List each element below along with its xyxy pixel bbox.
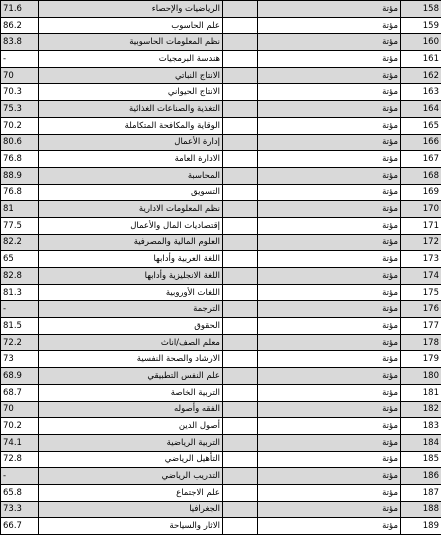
major-cell: نظم المعلومات الحاسوبية [39, 34, 223, 51]
score-cell: 82.8 [1, 268, 39, 285]
blank-cell [223, 1, 258, 18]
score-cell: 77.5 [1, 217, 39, 234]
table-row [1, 318, 441, 335]
major-cell: التربية الرياضية [39, 434, 223, 451]
major-cell: التغذية والصناعات الغذائية [39, 101, 223, 118]
row-number-cell: 160 [401, 34, 441, 51]
row-number-cell: 185 [401, 451, 441, 468]
blank-cell [223, 84, 258, 101]
major-cell: إقتصاديات المال والأعمال [39, 217, 223, 234]
table-row [1, 251, 441, 268]
row-number-cell: 189 [401, 518, 441, 535]
major-cell: علم النفس التطبيقي [39, 368, 223, 385]
university-cell: مؤتة [258, 268, 401, 285]
admissions-table-body [1, 1, 441, 535]
row-number-cell: 167 [401, 151, 441, 168]
university-cell: مؤتة [258, 351, 401, 368]
score-cell: 73.3 [1, 501, 39, 518]
row-number-cell: 173 [401, 251, 441, 268]
row-number-cell: 171 [401, 217, 441, 234]
major-cell: الادارة العامة [39, 151, 223, 168]
row-number-cell: 166 [401, 134, 441, 151]
table-row [1, 67, 441, 84]
table-row [1, 284, 441, 301]
table-row [1, 51, 441, 68]
blank-cell [223, 451, 258, 468]
score-cell: 65 [1, 251, 39, 268]
row-number-cell: 174 [401, 268, 441, 285]
major-cell: الرياضيات والإحصاء [39, 1, 223, 18]
score-cell: 88.9 [1, 167, 39, 184]
university-cell: مؤتة [258, 451, 401, 468]
table-row [1, 101, 441, 118]
university-cell: مؤتة [258, 384, 401, 401]
score-cell: 75.3 [1, 101, 39, 118]
blank-cell [223, 301, 258, 318]
row-number-cell: 172 [401, 234, 441, 251]
blank-cell [223, 351, 258, 368]
score-cell: 83.8 [1, 34, 39, 51]
major-cell: المحاسبة [39, 167, 223, 184]
score-cell: 73 [1, 351, 39, 368]
table-row [1, 384, 441, 401]
row-number-cell: 182 [401, 401, 441, 418]
row-number-cell: 188 [401, 501, 441, 518]
table-row [1, 301, 441, 318]
row-number-cell: 161 [401, 51, 441, 68]
university-cell: مؤتة [258, 251, 401, 268]
blank-cell [223, 151, 258, 168]
score-cell: 72.2 [1, 334, 39, 351]
table-row [1, 234, 441, 251]
blank-cell [223, 234, 258, 251]
score-cell: 76.8 [1, 151, 39, 168]
major-cell: الحقوق [39, 318, 223, 335]
university-cell: مؤتة [258, 334, 401, 351]
major-cell: الانتاج الحيواني [39, 84, 223, 101]
table-row [1, 201, 441, 218]
row-number-cell: 164 [401, 101, 441, 118]
score-cell: - [1, 51, 39, 68]
university-cell: مؤتة [258, 301, 401, 318]
table-row [1, 84, 441, 101]
university-cell: مؤتة [258, 117, 401, 134]
major-cell: إدارة الأعمال [39, 134, 223, 151]
major-cell: التسويق [39, 184, 223, 201]
university-cell: مؤتة [258, 51, 401, 68]
university-cell: مؤتة [258, 234, 401, 251]
table-row [1, 117, 441, 134]
major-cell: علم الحاسوب [39, 17, 223, 34]
university-cell: مؤتة [258, 17, 401, 34]
row-number-cell: 181 [401, 384, 441, 401]
major-cell: اللغة الانجليزية وأدابها [39, 268, 223, 285]
university-cell: مؤتة [258, 418, 401, 435]
row-number-cell: 158 [401, 1, 441, 18]
university-cell: مؤتة [258, 167, 401, 184]
university-cell: مؤتة [258, 151, 401, 168]
table-row [1, 451, 441, 468]
university-cell: مؤتة [258, 217, 401, 234]
blank-cell [223, 17, 258, 34]
university-cell: مؤتة [258, 1, 401, 18]
major-cell: الفقه وأصوله [39, 401, 223, 418]
row-number-cell: 184 [401, 434, 441, 451]
table-row [1, 351, 441, 368]
table-row [1, 217, 441, 234]
major-cell: الجغرافيا [39, 501, 223, 518]
blank-cell [223, 134, 258, 151]
row-number-cell: 180 [401, 368, 441, 385]
table-row [1, 34, 441, 51]
university-cell: مؤتة [258, 34, 401, 51]
blank-cell [223, 368, 258, 385]
score-cell: 66.7 [1, 518, 39, 535]
major-cell: التدريب الرياضي [39, 468, 223, 485]
university-cell: مؤتة [258, 201, 401, 218]
major-cell: معلم الصف/اناث [39, 334, 223, 351]
blank-cell [223, 284, 258, 301]
score-cell: 80.6 [1, 134, 39, 151]
university-cell: مؤتة [258, 368, 401, 385]
blank-cell [223, 217, 258, 234]
university-cell: مؤتة [258, 501, 401, 518]
score-cell: 81 [1, 201, 39, 218]
score-cell: 82.2 [1, 234, 39, 251]
score-cell: 76.8 [1, 184, 39, 201]
row-number-cell: 187 [401, 484, 441, 501]
table-row [1, 134, 441, 151]
blank-cell [223, 51, 258, 68]
blank-cell [223, 34, 258, 51]
score-cell: 86.2 [1, 17, 39, 34]
university-cell: مؤتة [258, 401, 401, 418]
table-row [1, 484, 441, 501]
blank-cell [223, 468, 258, 485]
row-number-cell: 159 [401, 17, 441, 34]
row-number-cell: 175 [401, 284, 441, 301]
score-cell: 70.2 [1, 117, 39, 134]
row-number-cell: 170 [401, 201, 441, 218]
blank-cell [223, 184, 258, 201]
table-row [1, 418, 441, 435]
table-row [1, 17, 441, 34]
blank-cell [223, 101, 258, 118]
score-cell: - [1, 468, 39, 485]
major-cell: الوقاية والمكافحة المتكاملة [39, 117, 223, 134]
table-row [1, 401, 441, 418]
major-cell: التأهيل الرياضي [39, 451, 223, 468]
score-cell: 70.3 [1, 84, 39, 101]
table-row [1, 1, 441, 18]
blank-cell [223, 67, 258, 84]
row-number-cell: 169 [401, 184, 441, 201]
university-cell: مؤتة [258, 184, 401, 201]
row-number-cell: 165 [401, 117, 441, 134]
university-cell: مؤتة [258, 468, 401, 485]
table-row [1, 501, 441, 518]
table-row [1, 184, 441, 201]
row-number-cell: 183 [401, 418, 441, 435]
table-row [1, 268, 441, 285]
university-cell: مؤتة [258, 67, 401, 84]
blank-cell [223, 484, 258, 501]
blank-cell [223, 318, 258, 335]
major-cell: نظم المعلومات الادارية [39, 201, 223, 218]
blank-cell [223, 418, 258, 435]
blank-cell [223, 167, 258, 184]
score-cell: 65.8 [1, 484, 39, 501]
table-row [1, 334, 441, 351]
row-number-cell: 176 [401, 301, 441, 318]
score-cell: 81.5 [1, 318, 39, 335]
score-cell: 70 [1, 401, 39, 418]
score-cell: 74.1 [1, 434, 39, 451]
row-number-cell: 186 [401, 468, 441, 485]
blank-cell [223, 334, 258, 351]
table-row [1, 468, 441, 485]
row-number-cell: 168 [401, 167, 441, 184]
score-cell: 72.8 [1, 451, 39, 468]
major-cell: الاثار والسياحة [39, 518, 223, 535]
score-cell: 81.3 [1, 284, 39, 301]
score-cell: 70.2 [1, 418, 39, 435]
score-cell: 68.7 [1, 384, 39, 401]
blank-cell [223, 401, 258, 418]
university-cell: مؤتة [258, 484, 401, 501]
blank-cell [223, 268, 258, 285]
score-cell: 71.6 [1, 1, 39, 18]
score-cell: 70 [1, 67, 39, 84]
row-number-cell: 163 [401, 84, 441, 101]
university-cell: مؤتة [258, 518, 401, 535]
table-row [1, 368, 441, 385]
major-cell: الارشاد والصحة النفسية [39, 351, 223, 368]
major-cell: الترجمة [39, 301, 223, 318]
row-number-cell: 179 [401, 351, 441, 368]
university-cell: مؤتة [258, 318, 401, 335]
major-cell: العلوم المالية والمصرفية [39, 234, 223, 251]
table-row [1, 151, 441, 168]
major-cell: اللغات الأوروبية [39, 284, 223, 301]
score-cell: - [1, 301, 39, 318]
major-cell: اللغة العربية وأدابها [39, 251, 223, 268]
university-cell: مؤتة [258, 434, 401, 451]
blank-cell [223, 434, 258, 451]
row-number-cell: 177 [401, 318, 441, 335]
major-cell: الانتاج النباتي [39, 67, 223, 84]
major-cell: التربية الخاصة [39, 384, 223, 401]
major-cell: هندسة البرمجيات [39, 51, 223, 68]
major-cell: أصول الدين [39, 418, 223, 435]
university-cell: مؤتة [258, 284, 401, 301]
row-number-cell: 162 [401, 67, 441, 84]
score-cell: 68.9 [1, 368, 39, 385]
university-cell: مؤتة [258, 84, 401, 101]
major-cell: علم الاجتماع [39, 484, 223, 501]
blank-cell [223, 501, 258, 518]
blank-cell [223, 201, 258, 218]
blank-cell [223, 251, 258, 268]
university-cell: مؤتة [258, 101, 401, 118]
blank-cell [223, 117, 258, 134]
university-cell: مؤتة [258, 134, 401, 151]
blank-cell [223, 384, 258, 401]
table-row [1, 434, 441, 451]
table-row [1, 167, 441, 184]
row-number-cell: 178 [401, 334, 441, 351]
